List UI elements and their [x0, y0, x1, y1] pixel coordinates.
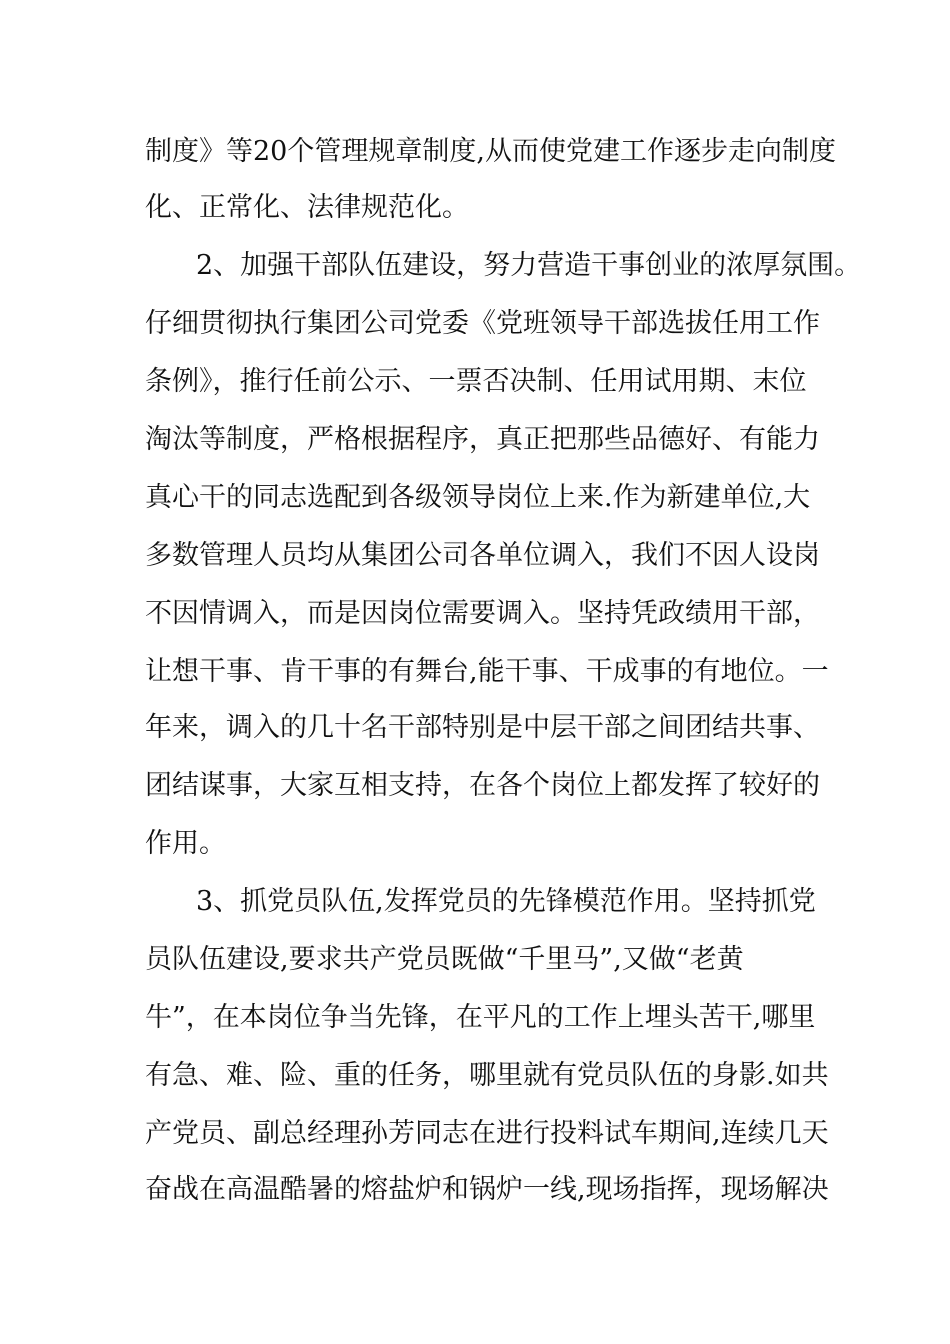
text-line: 真心干的同志选配到各级领导岗位上来.作为新建单位,大: [145, 482, 811, 513]
text-line: 化、正常化、法律规范化。: [145, 192, 469, 223]
text-line: 不因情调入，而是因岗位需要调入。坚持凭政绩用干部，: [145, 598, 820, 629]
text-line: 产党员、副总经理孙芳同志在进行投料试车期间,连续几天: [145, 1118, 829, 1149]
text-line: 团结谋事，大家互相支持，在各个岗位上都发挥了较好的: [145, 770, 820, 801]
text-line: 制度》等20个管理规章制度,从而使党建工作逐步走向制度: [145, 136, 836, 167]
text-line: 牛”，在本岗位争当先锋，在平凡的工作上埋头苦干,哪里: [145, 1002, 816, 1033]
text-line: 条例》，推行任前公示、一票否决制、任用试用期、末位: [145, 366, 807, 397]
paragraph-2-heading-line: 2、加强干部队伍建设，努力营造干事创业的浓厚氛围。: [196, 250, 862, 281]
text-line: 淘汰等制度，严格根据程序，真正把那些品德好、有能力: [145, 424, 820, 455]
text-line: 奋战在高温酷暑的熔盐炉和锅炉一线,现场指挥，现场解决: [145, 1174, 829, 1205]
text-line: 作用。: [145, 828, 226, 859]
paragraph-3-heading-line: 3、抓党员队伍,发挥党员的先锋模范作用。坚持抓党: [196, 886, 816, 917]
text-line: 有急、难、险、重的任务，哪里就有党员队伍的身影.如共: [145, 1060, 829, 1091]
text-line: 仔细贯彻执行集团公司党委《党班领导干部选拔任用工作: [145, 308, 820, 339]
text-line: 年来，调入的几十名干部特别是中层干部之间团结共事、: [145, 712, 820, 743]
text-line: 多数管理人员均从集团公司各单位调入，我们不因人设岗: [145, 540, 820, 571]
text-line: 让想干事、肯干事的有舞台,能干事、干成事的有地位。一: [145, 656, 829, 687]
text-line: 员队伍建设,要求共产党员既做“千里马”,又做“老黄: [145, 944, 744, 975]
